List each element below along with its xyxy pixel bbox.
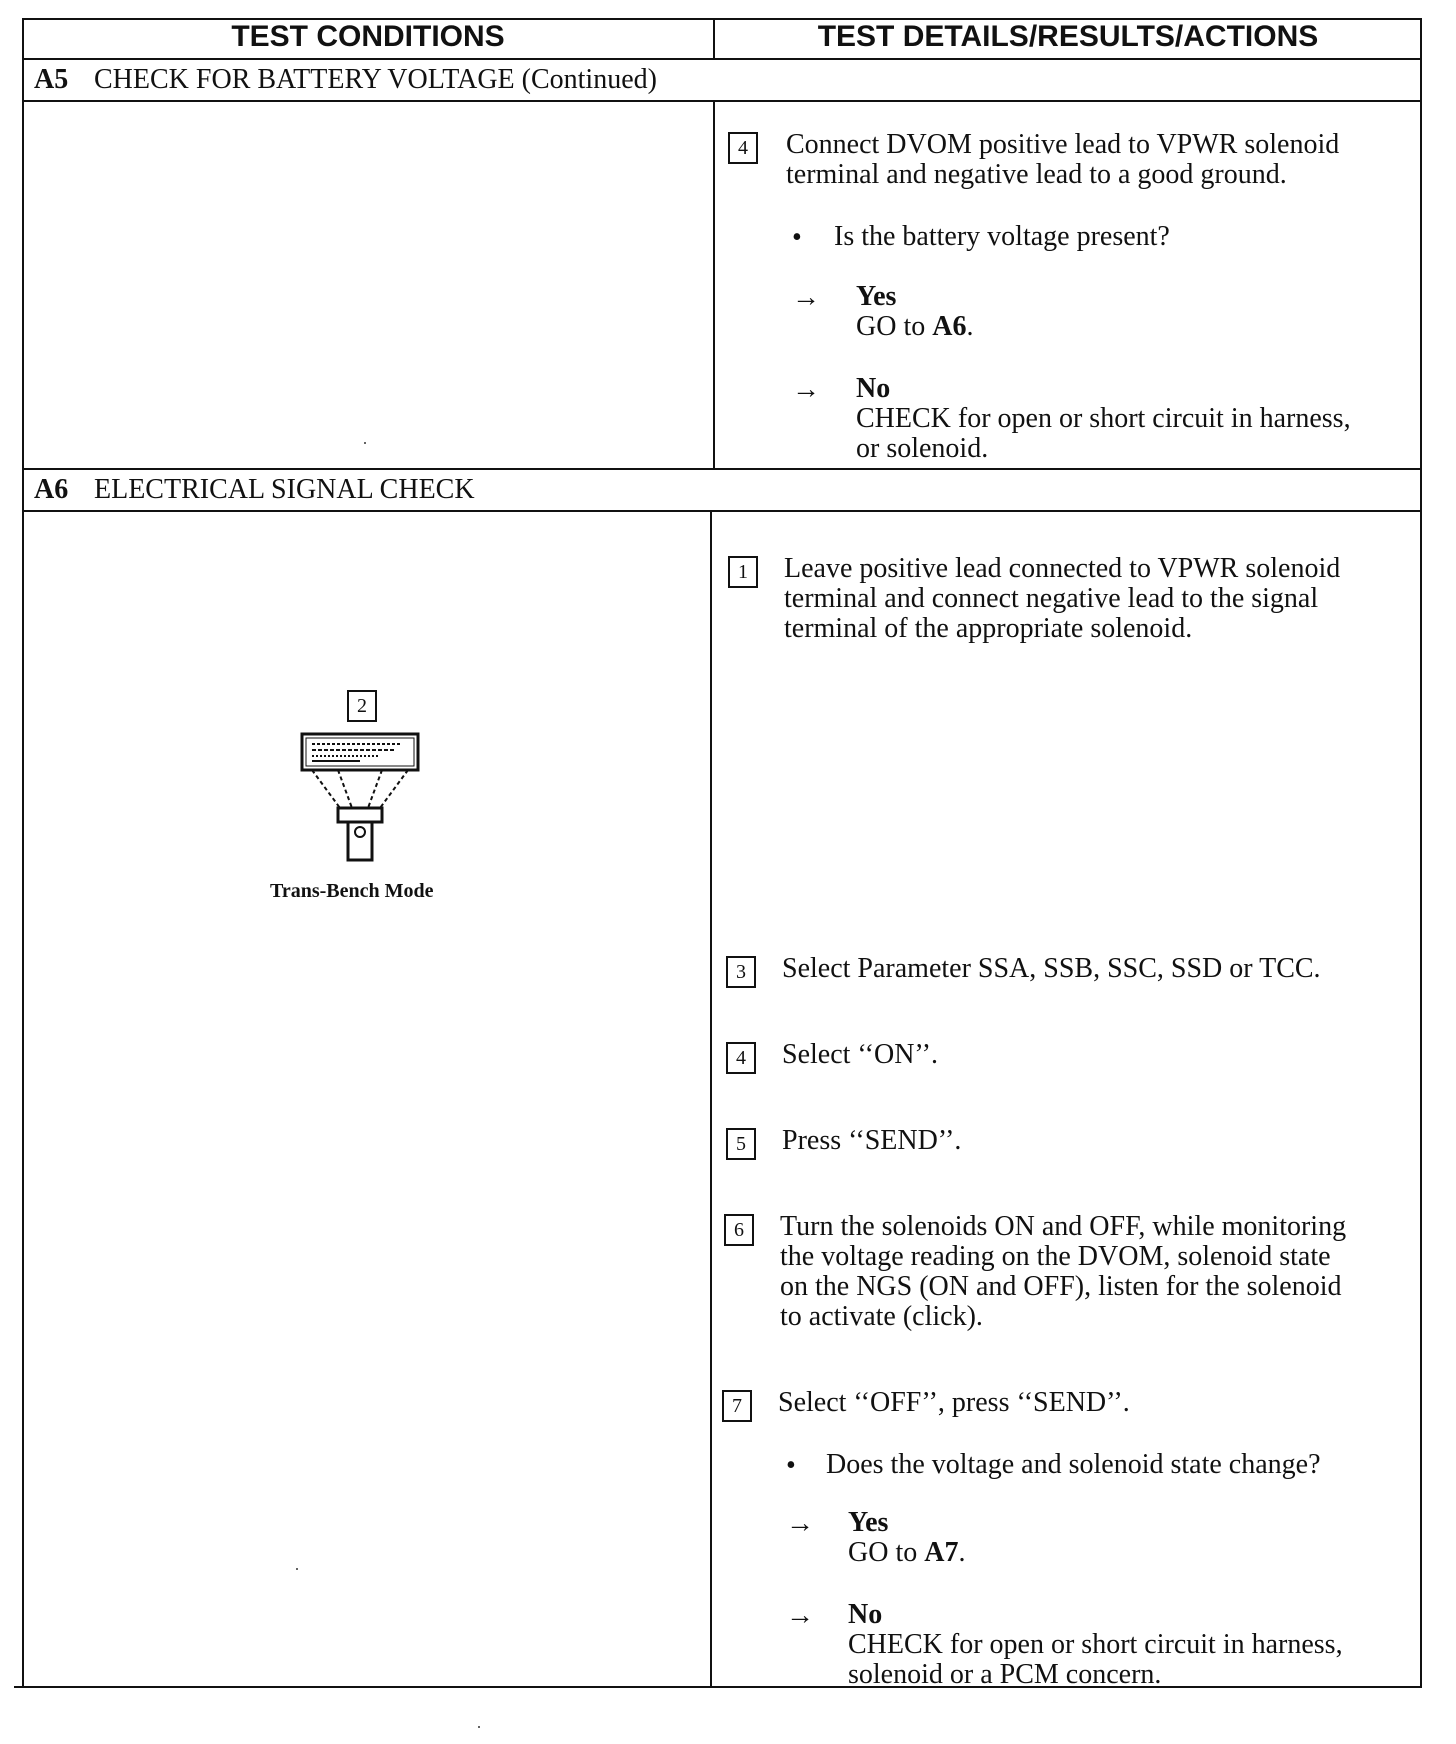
a6-step-2-number: 2 (347, 690, 377, 722)
col-divider-a6 (710, 510, 712, 1688)
a6-step-7-number: 7 (722, 1390, 752, 1422)
a6-step-1-number: 1 (728, 556, 758, 588)
a5-bottom-divider (22, 468, 1422, 470)
a5-title-divider (22, 100, 1422, 102)
a6-step-4-number: 4 (726, 1042, 756, 1074)
a6-yes-arrow-icon: → (786, 1508, 814, 1539)
a6-step-6-text: Turn the solenoids ON and OFF, while monitoring the voltage reading on the DVOM, solenoid state on the NGS (ON and OFF), listen for the solenoid to activate (click). (780, 1211, 1347, 1332)
tester-cable-icon (312, 770, 408, 808)
a6-step-6-number: 6 (724, 1214, 754, 1246)
col-divider-header (713, 18, 715, 60)
a6-step-5-number: 5 (726, 1128, 756, 1160)
frame-right (1420, 18, 1422, 1688)
a6-no-result: No CHECK for open or short circuit in harness, solenoid or a PCM concern. (848, 1599, 1343, 1690)
tester-handset-icon (338, 808, 382, 860)
a5-no-arrow-icon: → (792, 374, 820, 405)
a6-no-arrow-icon: → (786, 1600, 814, 1631)
a6-question: Does the voltage and solenoid state change? (826, 1449, 1321, 1480)
frame-left (22, 18, 24, 1688)
header-divider (22, 58, 1422, 60)
illustration-caption: Trans-Bench Mode (270, 880, 434, 902)
a6-step-5-text: Press ‘‘SEND’’. (782, 1125, 962, 1156)
header-test-conditions: TEST CONDITIONS (231, 20, 505, 53)
a6-yes-result: Yes GO to A7. (848, 1507, 966, 1568)
a5-question: Is the battery voltage present? (834, 221, 1170, 252)
a5-no-result: No CHECK for open or short circuit in harness, or solenoid. (856, 373, 1351, 464)
a6-step-1-text: Leave positive lead connected to VPWR solenoid terminal and connect negative lead to the signal terminal of the appropriate solenoid. (784, 553, 1341, 644)
a6-bullet-icon: • (786, 1450, 796, 1481)
section-a6-id: A6 (34, 474, 69, 505)
a6-step-7-text: Select ‘‘OFF’’, press ‘‘SEND’’. (778, 1387, 1130, 1418)
a5-bullet-icon: • (792, 222, 802, 253)
section-a6-title (34, 474, 475, 506)
section-a6-label: ELECTRICAL SIGNAL CHECK (94, 474, 475, 505)
a5-step-4-number: 4 (728, 132, 758, 164)
a5-step-4-text: Connect DVOM positive lead to VPWR solenoid terminal and negative lead to a good ground. (786, 129, 1340, 190)
a6-step-3-number: 3 (726, 956, 756, 988)
scan-speck (478, 1726, 480, 1728)
col-divider-a5 (713, 100, 715, 470)
a5-yes-arrow-icon: → (792, 282, 820, 313)
tester-screen-icon (302, 734, 418, 770)
scan-speck (296, 1568, 298, 1570)
ngs-tester-illustration (290, 728, 430, 868)
header-test-details: TEST DETAILS/RESULTS/ACTIONS (817, 20, 1319, 53)
section-a5-title (34, 64, 657, 96)
section-a5-id: A5 (34, 64, 69, 95)
a5-yes-result: Yes GO to A6. (856, 281, 974, 342)
a6-title-divider (22, 510, 1422, 512)
scan-speck (364, 442, 366, 444)
section-a5-label: CHECK FOR BATTERY VOLTAGE (Continued) (94, 64, 657, 95)
a6-step-4-text: Select ‘‘ON’’. (782, 1039, 938, 1070)
a6-step-3-text: Select Parameter SSA, SSB, SSC, SSD or TCC. (782, 953, 1321, 984)
